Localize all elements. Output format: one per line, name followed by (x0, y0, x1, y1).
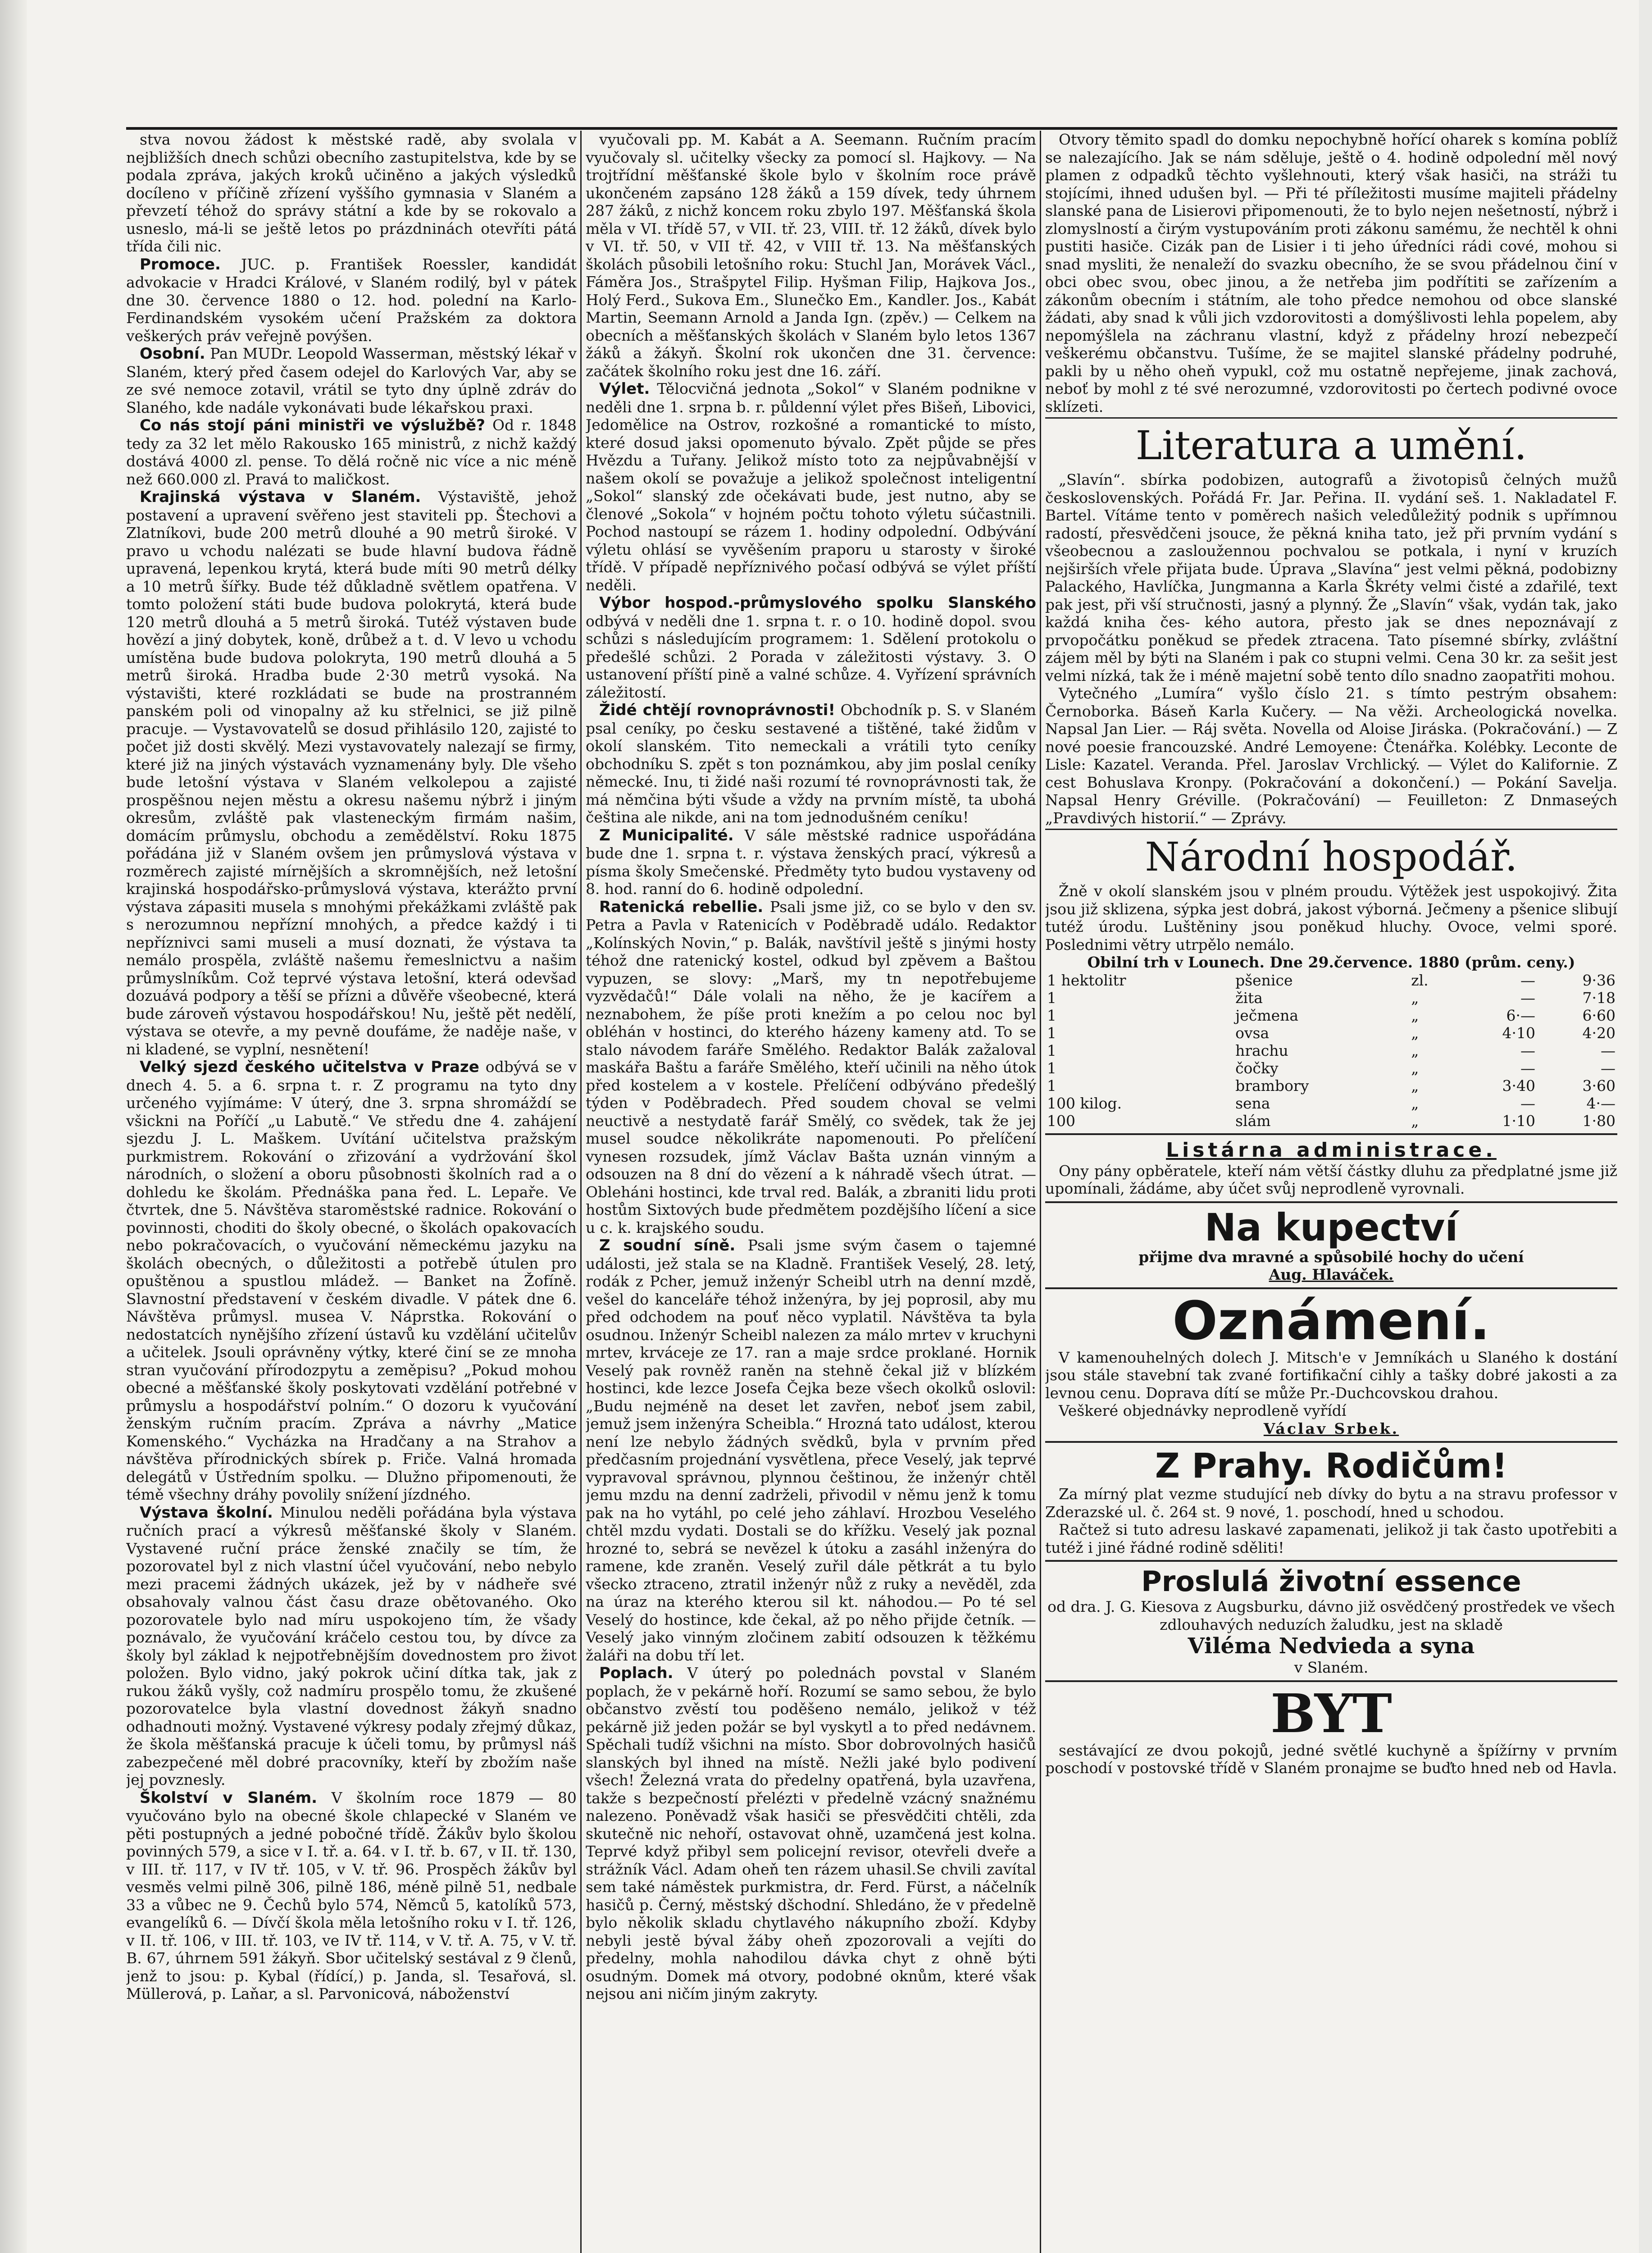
price-low: — (1520, 1059, 1535, 1077)
price-unit: „ (1411, 1094, 1419, 1112)
article-soudni (586, 1236, 1036, 1664)
headline-municipalite: Z Municipalité. (599, 826, 734, 844)
price-quantity: 1 hektolitr (1047, 971, 1126, 989)
headline-skolstvi: Školství v Slaném. (140, 1788, 318, 1807)
vylet-text: Tělocvičná jednota „Sokol“ v Slaném podnikne v neděli dne 1. srpna b. r. půldenní výlet přes Bišeň, Libovici, Jedomělice na Ostrov, rozkošné a romantické to místo, které dosud jaksi opomenuto bývalo. Zpět půjde se přes Hvězdu a Tuřany. Jelikož místo toto za nejpůvabnější v našem okolí se považuje a jelikož společnost inteligentní „Sokol“ slanský zde očekávati bude, jest nutno, aby se členové „Sokola“ v hojném počtu tohoto výletu súčastnili. Pochod nastoupí se rázem 1. hodiny odpolední. Odbývání výletu ohlásí se vyvěšením praporu u starosty v široké třídě. V případě nepříznivého počasí odbývá se výlet příští neděli. (586, 380, 1036, 594)
zide-text: Obchodník p. S. v Slaném psal ceníky, po česku sestavené a tištěné, také židům v okolí slanském. Tito nemeckali a vrátili tyto ceníky obchodníku S. zpět s ton poznámkou, aby jim poslal ceníky německé. Inu, ti židé naši rozumí té rovnoprávnosti tak, že má němčina býti všude a vždy na prvním místě, ta ubohá čeština ale nikde, ani na tom jednodušném ceníku! (586, 701, 1036, 826)
headline-ucitelstvo: Velký sjezd českého učitelstva v Praze (140, 1058, 479, 1076)
price-quantity: 1 (1047, 1059, 1056, 1077)
price-row (1045, 1112, 1617, 1130)
price-low: 6·— (1506, 1006, 1535, 1024)
price-low: — (1520, 1094, 1535, 1112)
article-ucitelstvo (126, 1058, 577, 1504)
article-rebellie (586, 898, 1036, 1237)
ad-listarna (1045, 1133, 1617, 1198)
article-skolstvi (126, 1789, 577, 2003)
price-quantity: 100 kilog. (1047, 1094, 1122, 1112)
price-quantity: 1 (1047, 1024, 1056, 1042)
hospodar-zne: Žně v okolí slanském jsou v plném proudu. Výtěžek jest uspokojivý. Žita jsou již sklizena, sýpka jest dobrá, jakost výborná. Ječmeny a pšenice slibují tutéž úrodu. Luštěniny jsou poněkud hluchy. Ovoce, velmi sporé. Poslednimi větry utrpělo nemálo. (1045, 882, 1617, 953)
headline-zide: Židé chtějí rovnoprávnosti! (599, 701, 835, 719)
price-high: 7·18 (1582, 989, 1616, 1007)
price-item: čočky (1235, 1059, 1279, 1077)
gymnasium-paragraph: stva novou žádost k městské radě, aby svolala v nejbližších dnech schůzi obecního zastupitelstva, kde by se podala zpráva, jakých kroků učiněno a jakých výsledků docíleno v příčině zřízení vyššího gymnasia v Slaném a převzetí téhož do správy státní a kde by se rokovalo a usneslo, má-li se ještě letos po prázdninách otevříti pátá třída čili nic. (126, 131, 577, 255)
price-item: sena (1235, 1094, 1270, 1112)
literatura-slavin: „Slavín“. sbírka podobizen, autografů a životopisů čelných mužů československých. Pořádá Fr. Jar. Peřina. II. vydání seš. 1. Nakladatel F. Bartel. Vítáme tento v poměrech našich veledůležitý podnik s upřímnou radostí, přesvědčeni jsouce, že pěkná kniha tato, jež při prvním vydání s všeobecnou a zasloužennou pochvalou se potkala, i nyní v kruzích nejširších vřele přijata bude. Úprava „Slavína“ jest velmi pěkná, podobizny Palackého, Havlíčka, Jungmanna a Karla Škréty velmi čisté a zdařilé, text pak jest, při vší stručnosti, jasný a plynný. Že „Slavín“ však, vydán tak, jako každá kniha čes- kého autora, přesto jak se dnes nepoznávají z prvopočátku poněkud se předek ztracena. Tato písemné sbírky, zvláštní zájem měl by býti na Slaném i pak co stupni velmi. Cena 30 kr. za sešit jest velmi nízká, tak že i méně majetní sobě tento dílo snadno zaopatřiti mohou. (1045, 471, 1617, 684)
section-rule (1045, 417, 1617, 419)
price-low: 1·10 (1502, 1112, 1535, 1130)
oznameni-text: V kamenouhelných dolech J. Mitsch'e v Jemníkách u Slaného k dostání jsou stále stavební tak zvané fortifikační cihly a tašky dobré jakosti a za levnou cenu. Doprava dítí se může Pr.-Duchcovskou drahou. (1045, 1348, 1617, 1402)
market-price-table (1045, 971, 1617, 1130)
soudni-text: Psali jsme svým časem o tajemné události, jež stala se na Kladně. František Veselý, 28. letý, rodák z Pcher, jemuž inženýr Scheibl utrh na denní mzdě, vešel do kanceláře téhož inženýra, by jej poprosil, aby mu před odchodem na pouť něco vyplatil. Návštěva ta byla osudnou. Inženýr Scheibl nalezen za málo mrtev v kruchyni mrtev, krváceje ze 17. ran a maje srdce proklané. Hornik Veselý pak rovněž raněn na stehně čekal již v blízkém hostinci, kde lezce Josefa Čejka beze všech okolků oslovil: „Budu nejméně na deset let zavřen, neboť jsem zabil, jemuž jsem inženýra Scheibla.“ Hrozná tato událost, kterou není lze nebylo žádných svědků, byla v prvním před předčasním projednání vysvětlena, přece Veselý, jak teprvé vypravoval správnou, plynnou češtinou, že inženýr chtěl jemu mzdu na denní zadrželi, přivodil v němu jenž k tomu pak na ho vytáhl, po celé jeho záhlaví. Hrozbou Veselého chtěl mzdu vydati. Dostali se do křížku. Veselý jak poznal hrozné to, sebrá se nevězel k útoku a zasáhl inženýra do ramene, kde zraněn. Veselý zuřil dále pětkrát a tu bylo všecko ztraceno, ztratil inženýr nůž z ruky a nevěděl, zda na úraz na kterého kterou sil kt. náhodou.— Po té sel Veselý do hostince, kde čekal, až po něho přijde četník. — Veselý jako vinným zločinem zabití odsouzen k těžkému žaláři na dobu tří let. (586, 1236, 1036, 1664)
price-high: 4·— (1586, 1094, 1616, 1112)
price-quantity: 100 (1047, 1112, 1075, 1130)
article-skolni-vystava (126, 1504, 577, 1789)
headline-skolni-vystava: Výstava školní. (140, 1503, 273, 1522)
section-title-hospodar: Národní hospodář. (1145, 834, 1518, 880)
price-row (1045, 1007, 1617, 1024)
price-low: — (1520, 971, 1535, 989)
skolni-vystava-text: Minulou neděli pořádána byla výstava ručních prací a výkresů měšťanské školy v Slaném. Vystavené ruční práce ženské značily se tím, že pozorovatel byl z nich vlastní účel vyučování, nebo nebylo mezi pracemi žádných ukázek, jež by v nádheře své obsahovaly valnou část času draze obětovaného. Oko pozorovatele bylo nad míru uspokojeno tím, že všady poznávalo, že vyučování kráčelo cestou tou, by dívce za školy byl základ k nejpotřebnějším dovednostem pro život položen. Bylo vidno, jaký pokrok učiní dítka tak, jak z rukou žáků vyšly, což nadmíru prospělo tomu, že zkušené pozorovatelce byla vlastní dovednost žákyň snadno odhadnouti možný. Vystavené výkresy podaly zřejmý důkaz, že škola měšťanská pracuje k účeli tomu, by průmysl náš zabezpečené měl dobré pracovníky, kteří by zbožím naše jej povznesly. (126, 1503, 577, 1788)
article-promoce (126, 255, 577, 345)
price-row (1045, 971, 1617, 989)
headline-promoce: Promoce. (140, 255, 221, 274)
top-rule (126, 127, 1617, 130)
article-ministri (126, 416, 577, 488)
ad-oznameni (1045, 1287, 1617, 1438)
price-row (1045, 1024, 1617, 1042)
kupectvi-text: přijme dva mravné a spůsobilé hochy do učení (1138, 1248, 1524, 1266)
price-high: 1·80 (1582, 1112, 1616, 1130)
price-high: — (1601, 1059, 1616, 1077)
spolek-text: odbývá v neděli dne 1. srpna t. r. o 10. hodině dopol. svou schůzi s následujícím programem: 1. Sdělení protokolu o předešlé schůzi. 2 Porada v záležitosti výstavy. 3. O ustanovení příští pině a valné schůze. 4. Vyřízení správních záležitostí. (586, 612, 1036, 701)
column-2 (586, 131, 1036, 2253)
osobni-text: Pan MUDr. Leopold Wasserman, městský lékař v Slaném, který před časem odejel do Karlových Var, aby se ze své nemoce zotavil, vrátil se tyto dny úplně zdráv do Slaného, kde nadále vykonávati bude lékařskou praxi. (126, 345, 577, 416)
price-high: 9·36 (1582, 971, 1616, 989)
headline-rebellie: Ratenická rebellie. (599, 898, 764, 916)
column-1 (126, 131, 577, 2253)
rebellie-text: Psali jsme již, co se bylo v den sv. Petra a Pavla v Ratenicích v Poděbradě událo. Redaktor „Kolínských Novin,“ p. Balák, navštívil ještě s jinými hosty téhož dne ratenický kostel, odkud byl zpěvem a Baštou vypuzen, se slovy: „Marš, my tn nepotřebujeme vyzvědačů!“ Dále volali na něho, že je kacířem a neznabohem, že píše proti knežím a po celou noc byl obléhán v hostinci, do kterého házeny kameny atd. To se stalo návodem faráře Smělého. Redaktor Balák zažaloval maskářa Baštu a faráře Smělého, kteří učinili na něho útok před kostelem a v kostele. Přelíčení odbýváno předešlý týden v Poděbradech. Před soudem choval se velmi neuctivě a nestydatě farář Smělý, co svědek, tak že jej musel soudce několikráte napomenouti. Po přelíčení vynesen rozsudek, jímž Václav Bašta uznán vinným a odsouzen na 8 dní do vězení a k náhradě všech útrat. — Obleháni hostinci, kde trval red. Balák, a zbraniti lidu proti hostům Sixtových bude předmětem pozdějšího líčení a sice u c. k. krajského soudu. (586, 898, 1036, 1236)
headline-soudni: Z soudní síně. (599, 1236, 736, 1254)
article-municipalite (586, 826, 1036, 898)
price-unit: „ (1411, 1006, 1419, 1024)
price-row (1045, 989, 1617, 1007)
price-low: — (1520, 989, 1535, 1007)
headline-spolek: Výbor hospod.-průmyslového spolku Slanského (599, 594, 1036, 612)
skolstvi-text: V školním roce 1879 — 80 vyučováno bylo na obecné škole chlapecké v Slaném ve pěti postupných a jedné pobočné třídě. Žákův bylo školou povinných 579, a sice v I. tř. a. 64. v I. tř. b. 67, v II. tř. 130, v III. tř. 117, v IV tř. 105, v V. tř. 96. Prospěch žákův byl vesměs velmi pilně 306, pilně 186, méně pilně 51, nedbale 33 a vůbec ne 9. Čechů bylo 574, Němců 5, katolíků 573, evangelíků 6. — Dívčí škola měla letošního roku v I. tř. 126, v II. tř. 106, v III. tř. 103, ve IV tř. 114, v V. tř. A. 75, v V. tř. B. 67, úhrnem 591 žákyň. Sbor učitelský sestával z 9 členů, jenž to jsou: p. Kybal (řídící,) p. Janda, sl. Tesařová, sl. Müllerová, p. Laňar, a sl. Parvonicová, náboženství (126, 1788, 577, 2002)
ministri-text: Od r. 1848 tedy za 32 let mělo Rakousko 165 ministrů, z nichž každý dostává 4000 zl. pense. To dělá ročně nic více a nic méně než 660.000 zl. Pravá to maličkost. (126, 416, 577, 488)
price-item: brambory (1235, 1076, 1309, 1095)
price-low: — (1520, 1041, 1535, 1059)
esence-firm: Viléma Nedvieda a syna (1188, 1633, 1475, 1659)
price-unit: „ (1411, 1112, 1419, 1130)
ucitelstvo-text: odbývá se v dnech 4. 5. a 6. srpna t. r. Z programu na tyto dny určeného vyjímáme: V úterý, dne 3. srpna shromáždí se všickni na Poříčí „u Labutě.“ Ve středu dne 4. zahájení sjezdu J. L. Maškem. Uvítání učitelstva pražským purkmistrem. Rokování o zřizování a vydržování škol národních, o složení a oboru působnosti školních rad a o dohledu ke školám. Přednáška pana řed. L. Lepaře. Ve čtvrtek, dne 5. Návštěva staroměstské radnice. Rokování o povinnosti, choditi do školy obecné, o školách opakovacích nebo pokračovacích, o vyučování německému jazyku na školách obecných, o důležitosti a potřebě útulen pro opuštěnou a spustlou mládež. — Banket na Žofíně. Slavnostní představení v českém divadle. V pátek dne 6. Návštěva průmysl. musea V. Náprstka. Rokování o nedostatcích nynějšího zřízení ústavů ku vzdělání učitelův a učitelek. Jsouli oprávněny výtky, které činí se ze mnoha stran vyučování přírodozpytu a zeměpisu? „Pokud mohou obecné a měšťanské školy poskytovati vzdělání potřebné v průmyslu a hospodářství polním.“ O dozoru k vyučování ženským ručním pracím. Zpráva a návrhy „Matice Komenského.“ Vycházka na Hradčany a na Strahov a návštěva přírodnických sbírek p. Friče. Valná hromada delegátů v Ústředním spolku. — Dlužno připomenouti, že témě všechny dráhy povolily snížení jízdného. (126, 1058, 577, 1503)
esence-place: v Slaném. (1294, 1659, 1369, 1676)
price-high: 3·60 (1582, 1076, 1616, 1095)
kupectvi-signature: Aug. Hlaváček. (1269, 1266, 1394, 1283)
price-item: pšenice (1235, 971, 1293, 989)
article-poplach (586, 1664, 1036, 2003)
price-high: 4·20 (1582, 1024, 1616, 1042)
price-item: ovsa (1235, 1024, 1270, 1042)
page-edge-shadow (0, 0, 27, 2253)
price-high: — (1601, 1041, 1616, 1059)
municipalite-text: V sále městské radnice uspořádána bude dne 1. srpna t. r. výstava ženských prací, výkresů a písma školy Smečenské. Předměty tyto budou vystaveny od 8. hod. ranní do 6. hodině odpolední. (586, 826, 1036, 898)
article-zide (586, 701, 1036, 826)
price-item: ječmena (1235, 1006, 1299, 1024)
praha-text: Za mírný plat vezme studující neb dívky do bytu a na stravu professor v Zderazské ul. č. 264 st. 9 nové, 1. poschodí, hned u schodou. (1045, 1485, 1617, 1521)
esence-title: Proslulá životní essence (1141, 1565, 1521, 1598)
price-row (1045, 1077, 1617, 1095)
ad-esence (1045, 1560, 1617, 1677)
ad-byt (1045, 1680, 1617, 1777)
kupectvi-title: Na kupectví (1204, 1205, 1458, 1250)
literatura-lumir: Vytečného „Lumíra“ vyšlo číslo 21. s tímto pestrým obsahem: Černoborka. Báseň Karla Kučery. — Na věži. Archeologická novelka. Napsal Jan Lier. — Ráj světa. Novella od Aloise Jiráska. (Pokračování.) — Z nové poesie francouzské. André Lemoyene: Čtenářka. Kolébky. Leconte de Lisle: Kazatel. Veranda. Přel. Jaroslav Vrchlický. — Výlet do Kalifornie. Z cest Bohuslava Kronpy. (Pokračování a dokončení.) — Pokání Saveljа. Napsal Henry Gréville. (Pokračování) — Feuilleton: Z Dnmaseých „Pravdivých historií.“ — Zprávy. (1045, 684, 1617, 827)
price-unit: „ (1411, 1041, 1419, 1059)
column-divider-1 (580, 131, 582, 2253)
price-unit: „ (1411, 1059, 1419, 1077)
column-divider-2 (1040, 131, 1041, 2253)
column-3 (1045, 131, 1617, 2253)
headline-vylet: Výlet. (599, 380, 650, 398)
price-row (1045, 1042, 1617, 1059)
praha-text-2: Račtež si tuto adresu laskavé zapamenati, jelikož ji tak často upotřebiti a tutéž i jiné řádné rodině sděliti! (1045, 1521, 1617, 1556)
price-low: 3·40 (1502, 1076, 1535, 1095)
price-unit: zl. (1411, 971, 1429, 989)
market-heading: Obilní trh v Lounech. Dne 29.července. 1880 (prům. ceny.) (1087, 953, 1575, 971)
headline-osobni: Osobní. (140, 345, 205, 363)
section-title-literatura: Literatura a umění. (1135, 422, 1527, 469)
price-high: 6·60 (1582, 1006, 1616, 1024)
price-quantity: 1 (1047, 989, 1056, 1007)
price-item: slám (1235, 1112, 1271, 1130)
praha-title: Z Prahy. Rodičům! (1155, 1446, 1508, 1486)
byt-text: sestávající ze dvou pokojů, jedné světlé kuchyně a špížírny v prvním poschodí v postovské třídě v Slaném pronajme se buďto hned neb od Havla. (1045, 1741, 1617, 1777)
listarna-text: Ony pány opběratele, kteří nám větší částky dluhu za předplatné jsme již upomínali, žádáme, aby účet svůj neprodleně vyrovnali. (1045, 1162, 1617, 1197)
byt-title: BYT (1270, 1682, 1392, 1745)
section-rule (1045, 829, 1617, 830)
skolstvi-continued: vyučovali pp. M. Kabát a A. Seemann. Ručním pracím vyučovaly sl. učitelky všecky za pomocí sl. Hajkovy. — Na trojtřídní měšťanské škole bylo v školním roce právě ukončeném zapsáno 128 žáků a 159 dívek, tedy úhrnem 287 žáků, z nichž koncem roku zbylo 197. Měšťanská škola měla v VI. třídě 57, v VII. tř. 23, VIII. tř. 12 žáků, dívek bylo v VI. tř. 50, v VII tř. 42, v VIII tř. 13. Na měšťanských školách působili letošního roku: Stuchl Jan, Morávek Václ., Fáměra Jos., Strašpytel Filip. Hyšman Filip, Hajkova Jos., Holý Ferd., Sukova Em., Slunečko Em., Kandler. Jos., Kabát Martin, Seemann Arnold a Janda Ign. (zpěv.) — Celkem na obecních a měšťanských školách v Slaném bylo letos 1367 žáků a žákyň. Školní rok ukončen dne 31. července: začátek školního roku jest dne 16. září. (586, 131, 1036, 380)
price-low: 4·10 (1502, 1024, 1535, 1042)
price-item: hrachu (1235, 1041, 1288, 1059)
promoce-text: JUC. p. František Roessler, kandidát advokacie v Hradci Králové, v Slaném rodilý, byl v pátek dne 30. července 1880 o 12. hod. polední na Karlo-Ferdinandském vysokém učení Pražském za doktora veškerých práv veřejně povýšen. (126, 255, 577, 345)
price-item: žita (1235, 989, 1263, 1007)
headline-poplach: Poplach. (599, 1664, 674, 1682)
poplach-text: V úterý po polednách povstal v Slaném poplach, že v pekárně hoří. Rozumí se samo sebou, že bylo občanstvo zvěstí tou poděšeno nemálo, jelikož v též pekárně již jeden požár se byl vyskytl a to před nedávnem. Spěchali tudíž všichni na místo. Sbor dobrovolných hasičů slanských byl ihned na místě. Nežli jaké bylo podivení všech! Železná vrata do předelny opatřená, byla uzavřena, takže s bezpečností přelézti v předelně vzácný snažnému nalezeno. Poněvadž však hasiči se přesvědčiti chtěli, zda skutečně nic nehoří, ostavovat ohně, uzamčená jest kolna. Teprvé když přibyl sem policejní revisor, otevřeli dveře a strážník Václ. Adam oheň ten rázem uhasil.Se chvili zavítal sem také náměstek purkmistra, dr. Ferd. Fürst, a náčelník hasičů p. Černý, městský dšchodní. Shledáno, že v předelně bylo několik skladu chytlavého nákupního zboží. Kdyby nebyli jestě býval žáby oheň zpozorovali a vejíti do předelny, mohla nahodilou dávka chyt z ohně býti osudným. Domek má otvory, podobné oknům, které však nejsou ani ničím jiným zakryty. (586, 1664, 1036, 2002)
oznameni-objednavky: Veškeré objednávky neprodleně vyřídí (1059, 1402, 1347, 1419)
article-spolek (586, 594, 1036, 701)
ad-kupectvi (1045, 1201, 1617, 1284)
headline-vystava: Krajinská výstava v Slaném. (140, 488, 421, 506)
oznameni-title: Oznámení. (1172, 1289, 1490, 1352)
headline-ministri: Co nás stojí páni ministři ve výslužbě? (140, 416, 485, 434)
vystava-text: Výstaviště, jehož postavení a upravení svěřeno jest staviteli pp. Štechovi a Zlatníkovi, bude 200 metrů dlouhé a 90 metrů široké. V pravo u vchodu nalézati se bude hlavní budova řádně upravená, lepenkou krytá, která bude míti 90 metrů délky a 10 metrů šířky. Bude též důkladně světlem opatřena. V tomto položení státi bude budova polokrytá, která bude 120 metrů dlouhá a 5 metrů široká. Tutéž výstaven bude hovězí a jiný dobytek, koně, drůbež a t. d. V levo u vchodu umístěna bude budova polokryta, 190 metrů dlouhá a 5 metrů široká. Hradba bude 2·30 metrů vysoká. Na výstavišti, které rozkládati se bude na prostranném panském poli od vinopalny až ku střelnici, se již pilně pracuje. — Vystavovatelů se dosud přihlásilo 120, zajisté to počet již dosti skvělý. Mezi vystavovately nalezají se firmy, které již na jiných výstavách vyznamenány byly. Dle všeho bude letošní výstava v Slaném velkolepou a zajisté prospěšnou nejen městu a okresu našemu nýbrž i jiným okresům, zvláště pak vlasteneckým firmám našim, domácím průmyslu, obchodu a zemědělství. Roku 1875 pořádána již v Slaném ovšem jen průmyslová výstava v rozměrech zajisté mírnějších a skromnějších, než letošní krajinská hospodářsko-průmyslová výstava, kterážto první výstava zápasiti musela s mnohými překážkami zvláště pak s nerozumnou nepřízní mnohých, a předce každý i ti nepříznivci sami museli a musí doznati, že výstava ta nemálo prospěla, zvláště našemu řemeslnictvu a našim průmyslníkům. Což teprvé výstava letošní, která odevšad dozuává podpory a těší se přízni a důvěře všeobecné, která bude zároveň výstavou hospodářskou! Nu, ještě pět nedělí, výstava se otevře, a my pevně doufáme, že naděje naše, v ni kladené, se vyplní, nesnětení! (126, 488, 577, 1058)
price-row (1045, 1095, 1617, 1112)
oznameni-signature: Václav Srbek. (1263, 1419, 1399, 1437)
price-unit: „ (1411, 1024, 1419, 1042)
esence-text: od dra. J. G. Kiesova z Augsburku, dávno již osvědčený prostředek ve všech zdlouhavých neduzích žaludku, jest na skladě (1047, 1598, 1615, 1633)
article-osobni (126, 345, 577, 416)
poplach-continued: Otvory těmito spadl do domku nepochybně hořící oharek s komína poblíž se nalezajícího. Jak se nám sděluje, ještě o 4. hodině odpolední měl nový plamen z odpadků těchto vyšlehnouti, který však hasiči, na stráži tu stojícími, ihned udušen byl. — Při té příležitosti musíme majiteli přádelny slanské pana de Lisierovi připomenouti, že to bylo nejen nešetností, nýbrž i zlomyslností a čirým vystupováním proti zákonu samému, že nechtěl k ohni pustiti hasiče. Cizák pan de Lisier i ti jeho úředníci rádi cové, mohou si snad mysliti, že nenaleží do svazku obecního, že se svou přádelnou činí v obci obec svou, obec jinou, a že netřeba jim podřítiti se zařízením a zákonům obecním i státním, ale toho předce nemohou od obce slanské žádati, aby snad k vůli jich vzdorovitosti a domýšlivosti lehla popelem, aby nepomýšlela na záchranu vlastní, když z přádelny hrozí nebezpečí veškerému občanstvu. Tušíme, že se majitel slanské přádelny podruhé, pakli by u něho oheň vypukl, což mu ostatně nepřejeme, jinak zachová, neboť by mohl z té své nerozumné, vzdorovitosti po čertech podivné ovoce sklízeti. (1045, 131, 1617, 415)
article-vystava (126, 488, 577, 1058)
price-quantity: 1 (1047, 1006, 1056, 1024)
article-vylet (586, 380, 1036, 594)
listarna-title: Listárna administrace. (1166, 1138, 1497, 1162)
ad-praha (1045, 1441, 1617, 1556)
price-quantity: 1 (1047, 1041, 1056, 1059)
price-row (1045, 1059, 1617, 1077)
price-unit: „ (1411, 989, 1419, 1007)
price-unit: „ (1411, 1076, 1419, 1095)
price-quantity: 1 (1047, 1076, 1056, 1095)
